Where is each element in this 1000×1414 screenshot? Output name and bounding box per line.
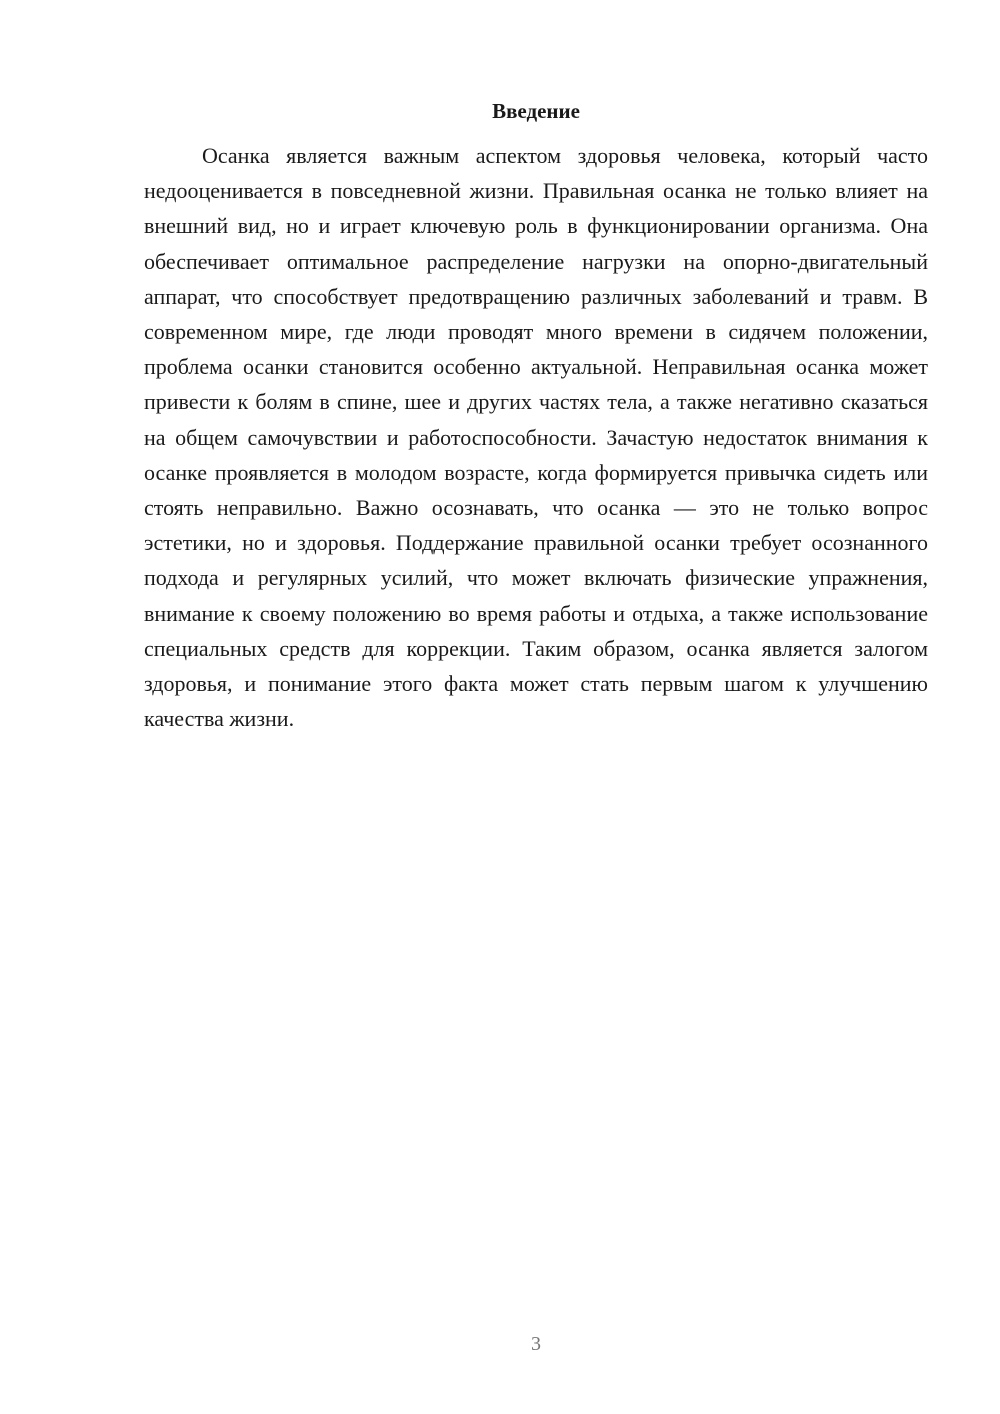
body-paragraph: Осанка является важным аспектом здоровья человека, который часто недооценивается в повседневной жизни. Правильная осанка не только влияет на внешний вид, но и играет ключевую роль в функционировании организма. Она обеспечивает оптимальное распределение нагрузки на опорно-двигательный аппарат, что способствует предотвращению различных заболеваний и травм. В современном мире, где люди проводят много времени в сидячем положении, проблема осанки становится особенно актуальной. Неправильная осанка может привести к болям в спине, шее и других частях тела, а также негативно сказаться на общем самочувствии и работоспособности. Зачастую недостаток внимания к осанке проявляется в молодом возрасте, когда формируется привычка сидеть или стоять неправильно. Важно осознавать, что осанка — это не только вопрос эстетики, но и здоровья. Поддержание правильной осанки требует осознанного подхода и регулярных усилий, что может включать физические упражнения, внимание к своему положению во время работы и отдыха, а также использование специальных средств для коррекции. Таким образом, осанка является залогом здоровья, и понимание этого факта может стать первым шагом к улучшению качества жизни. bbox=[144, 143, 928, 732]
section-heading: Введение bbox=[492, 99, 580, 123]
page-number: 3 bbox=[531, 1333, 541, 1355]
page-content bbox=[144, 96, 928, 736]
